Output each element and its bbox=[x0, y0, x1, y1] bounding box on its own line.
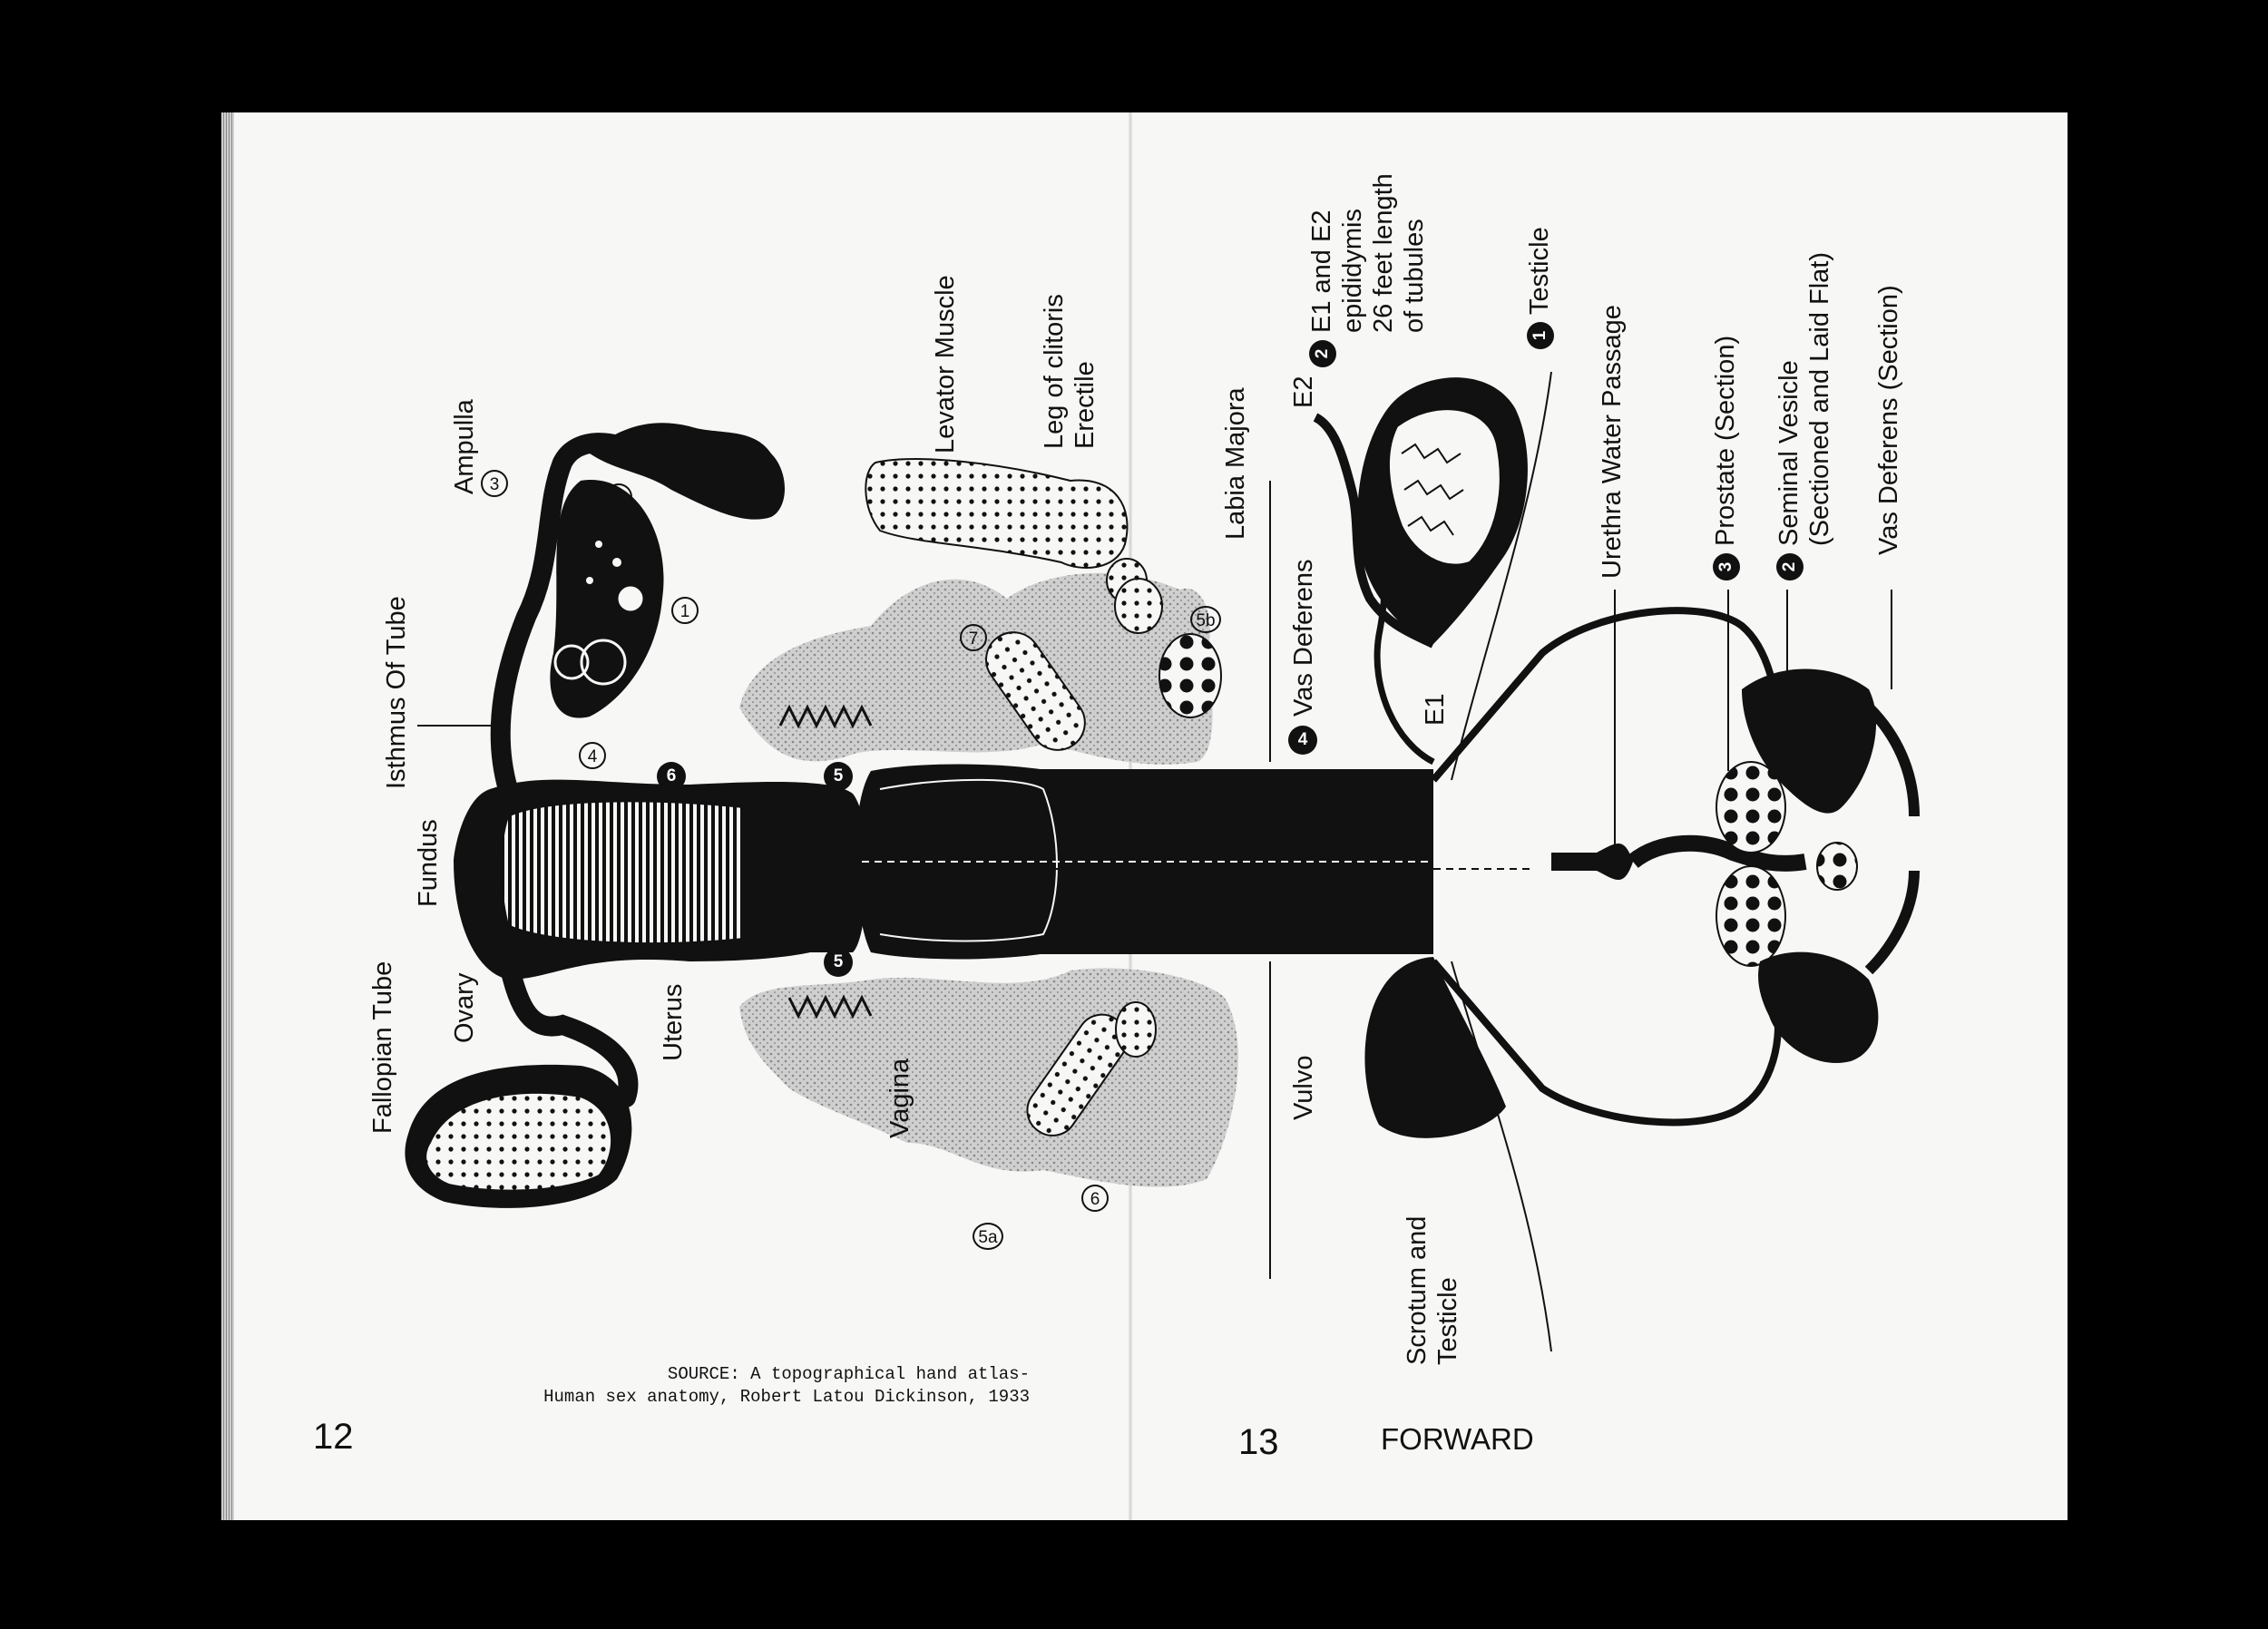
label-fallopian-tube: Fallopian Tube bbox=[368, 961, 397, 1134]
marker-1-outline: 1 bbox=[671, 597, 699, 624]
marker-1-filled: 1 bbox=[1527, 322, 1554, 349]
marker-3-filled: 3 bbox=[1713, 553, 1740, 580]
label-fundus: Fundus bbox=[414, 819, 443, 907]
source-note bbox=[543, 1363, 1030, 1409]
label-isthmus: Isthmus Of Tube bbox=[382, 596, 411, 789]
uterus-striped bbox=[502, 801, 745, 943]
urethra-tail bbox=[1633, 844, 1805, 863]
label-ampulla: Ampulla bbox=[450, 399, 479, 494]
marker-5-filled-lower: 5 bbox=[824, 948, 853, 977]
label-seminal-group bbox=[1774, 252, 1835, 580]
label-testicle: Testicle bbox=[1525, 227, 1554, 315]
bulb-of-vestibule-lower bbox=[1116, 1002, 1156, 1057]
label-scrotum: Scrotum and Testicle bbox=[1403, 1215, 1462, 1365]
marker-6-filled: 6 bbox=[657, 762, 686, 791]
label-epididymis-group bbox=[1306, 173, 1430, 367]
vas-deferens-section-lower bbox=[1869, 871, 1914, 971]
marker-3-outline: 3 bbox=[481, 470, 508, 497]
marker-7-outline: 7 bbox=[960, 624, 987, 651]
page-number-right: 13 bbox=[1238, 1422, 1279, 1462]
levator-muscle bbox=[865, 459, 1127, 568]
marker-6-outline: 6 bbox=[1081, 1185, 1109, 1212]
marker-4-filled: 4 bbox=[1288, 726, 1317, 755]
label-prostate: Prostate (Section) bbox=[1711, 335, 1740, 546]
label-testicle-group bbox=[1524, 227, 1555, 349]
urethra-bulb bbox=[1551, 844, 1633, 880]
label-epididymis: E1 and E2 epididymis 26 feet length of tubules bbox=[1307, 173, 1429, 333]
label-leg-of-clitoris: Leg of clitoris Erectile bbox=[1040, 294, 1100, 449]
label-uterus: Uterus bbox=[659, 983, 688, 1061]
label-levator: Levator Muscle bbox=[931, 275, 960, 454]
marker-5a-outline: 5a bbox=[973, 1223, 1003, 1250]
page-number-left: 12 bbox=[313, 1417, 354, 1457]
label-e1: E1 bbox=[1421, 693, 1450, 726]
prostate-lower bbox=[1716, 866, 1785, 966]
label-seminal-vesicle: Seminal Vesicle (Sectioned and Laid Flat) bbox=[1774, 251, 1834, 546]
label-prostate-group bbox=[1710, 336, 1741, 580]
label-e2: E2 bbox=[1289, 376, 1318, 408]
marker-2b-filled: 2 bbox=[1776, 553, 1804, 580]
marker-2-filled: 2 bbox=[1309, 340, 1336, 367]
label-ovary: Ovary bbox=[450, 972, 479, 1043]
cervix bbox=[744, 798, 866, 952]
label-vagina: Vagina bbox=[885, 1058, 914, 1138]
source-line-1: SOURCE: A topographical hand atlas- bbox=[667, 1364, 1030, 1384]
marker-5b-outline: 5b bbox=[1190, 606, 1221, 633]
vas-deferens-right bbox=[1433, 610, 1778, 780]
scrotum bbox=[1364, 957, 1506, 1138]
source-line-2: Human sex anatomy, Robert Latou Dickinson, 1933 bbox=[543, 1387, 1030, 1407]
label-urethra: Urethra Water Passage bbox=[1598, 305, 1627, 579]
label-vulvo: Vulvo bbox=[1289, 1055, 1318, 1120]
bulb-of-vestibule-upper bbox=[1159, 634, 1221, 717]
label-vas-deferens: Vas Deferens bbox=[1289, 559, 1318, 717]
clitoris-head bbox=[1115, 579, 1162, 633]
marker-5-filled-upper: 5 bbox=[824, 762, 853, 791]
running-head: FORWARD bbox=[1381, 1422, 1534, 1456]
marker-2-outline: 2 bbox=[605, 483, 632, 511]
label-labia-majora: Labia Majora bbox=[1221, 387, 1250, 540]
vulva-tissue-lower bbox=[739, 968, 1238, 1186]
marker-4-outline: 4 bbox=[579, 742, 606, 769]
label-vas-deferens-section: Vas Deferens (Section) bbox=[1874, 285, 1903, 555]
